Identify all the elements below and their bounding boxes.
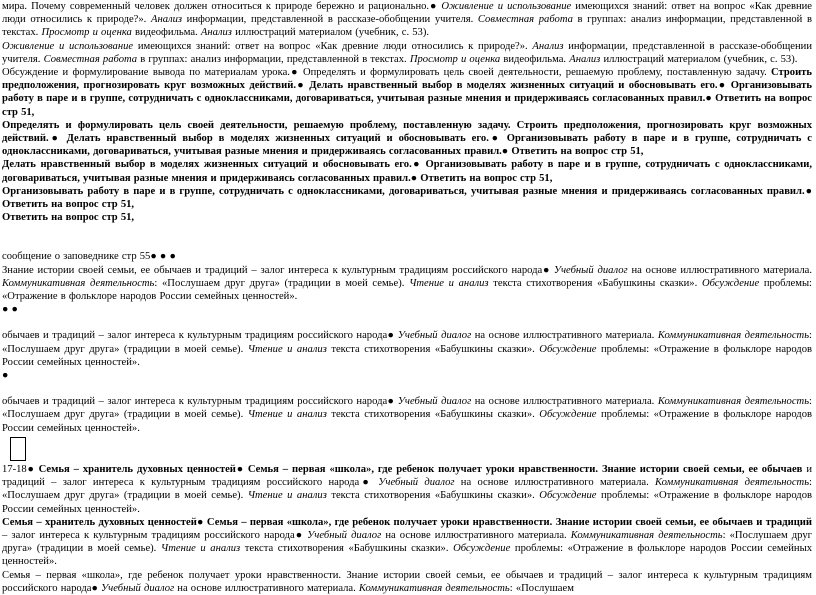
italic-term: Коммуникативная деятельность bbox=[2, 277, 155, 289]
text: обычаев и традиций – залог интереса к культурным традициям российского народа● bbox=[2, 330, 398, 342]
text: Семья – первая «школа», где ребенок получает уроки нравственности. Знание истории своей семьи, ее обычаев и традиций – залог интереса к культурным традициям российского народа● bbox=[2, 569, 812, 594]
spacer bbox=[2, 382, 812, 395]
italic-term: Коммуникативная деятельность bbox=[570, 529, 723, 541]
italic-term: Обсуждение bbox=[539, 343, 597, 355]
italic-term: Совместная работа bbox=[477, 14, 573, 26]
italic-term: Обсуждение bbox=[539, 490, 597, 502]
empty-frame bbox=[10, 437, 26, 461]
text: на основе иллюстративного материала. bbox=[454, 477, 656, 489]
text: текста стихотворения «Бабушкины сказки». bbox=[326, 343, 540, 355]
text: мира. Почему современный человек должен относиться к природе бережно и рационально.● bbox=[2, 1, 442, 12]
text: иллюстраций материалом (учебник, с. 53). bbox=[600, 53, 798, 65]
paragraph-11 bbox=[2, 329, 812, 369]
italic-term: Чтение и анализ bbox=[160, 543, 241, 555]
italic-term: Оживление и использование bbox=[2, 40, 134, 52]
italic-term: Просмотр и оценка bbox=[41, 27, 132, 39]
text: проблемы: «Отражение в фольклоре народов России семейных ценностей». bbox=[2, 543, 813, 568]
text: на основе иллюстративного материала. bbox=[471, 396, 658, 408]
text: и традиций – залог интереса к культурным традициям российского народа● bbox=[2, 463, 812, 489]
paragraph-10: ● ● bbox=[2, 304, 18, 316]
italic-term: Коммуникативная деятельность bbox=[657, 330, 810, 342]
text: на основе иллюстративного материала. bbox=[174, 582, 359, 594]
text: текста стихотворения «Бабушкины сказки». bbox=[326, 490, 540, 502]
text: информации, представленной в рассказе-обобщении учителя. bbox=[182, 14, 478, 26]
text: : «Послушаем друг друга» (традиции в моей семье). bbox=[154, 277, 410, 289]
bold-text: Строить предположения, прогнозировать круг возможных действий.● Делать нравственный выбор в моделях жизненных ситуаций и обосновывать его.● Организовывать работу в паре и в группе, сотрудничать с одноклассниками, договариваться, учитывая разные мнения и придерживаясь согласованных правил.● Ответить на вопрос стр 51, bbox=[2, 67, 812, 118]
italic-term: Обсуждение bbox=[453, 543, 511, 555]
paragraph-7: Ответить на вопрос стр 51, bbox=[2, 212, 135, 224]
text: : «Послушаем друг друга» (традиции в моей семье). bbox=[2, 330, 812, 355]
italic-term: Анализ bbox=[150, 14, 183, 26]
text: проблемы: «Отражение в фольклоре народов России семейных ценностей». bbox=[2, 277, 813, 303]
text: текста стихотворения «Бабушкины сказки». bbox=[488, 277, 702, 289]
text: видеофильма. bbox=[500, 53, 570, 65]
text: на основе иллюстративного материала. bbox=[627, 264, 812, 276]
italic-term: Совместная работа bbox=[43, 53, 138, 65]
text: : «Послушаем bbox=[509, 582, 574, 594]
text: в группах: анализ информации, представленной в текстах. bbox=[137, 53, 410, 65]
paragraph-6: Организовывать работу в паре и в группе, сотрудничать с одноклассниками, договариваться, учитывая разные мнения и придерживаясь согласованных правил.● Ответить на вопрос стр 51, bbox=[2, 185, 812, 211]
text: Знание истории своей семьи, ее обычаев и традиций – залог интереса к культурным традициям российского народа● bbox=[2, 264, 554, 276]
text: проблемы: «Отражение в фольклоре народов России семейных ценностей». bbox=[2, 343, 812, 368]
text: – залог интереса к культурным традициям российского народа● bbox=[2, 529, 308, 541]
bold-text: ● Семья – хранитель духовных ценностей● Семья – первая «школа», где ребенок получает уроки нравственности. Знание истории своей семьи, ее обычаев bbox=[26, 463, 803, 475]
text: проблемы: «Отражение в фольклоре народов России семейных ценностей». bbox=[2, 409, 812, 434]
italic-term: Учебный диалог bbox=[397, 396, 472, 408]
text: на основе иллюстративного материала. bbox=[471, 330, 658, 342]
text: на основе иллюстративного материала. bbox=[381, 529, 571, 541]
document-body bbox=[2, 0, 812, 595]
bold-text: Семья – хранитель духовных ценностей● Семья – первая «школа», где ребенок получает уроки нравственности. Знание истории своей семьи, ее обычаев и традиций bbox=[2, 516, 812, 528]
italic-term: Учебный диалог bbox=[553, 264, 628, 276]
paragraph-5: Делать нравственный выбор в моделях жизненных ситуаций и обосновывать его.● Организовывать работу в паре и в группе, сотрудничать с одноклассниками, договариваться, учитывая разные мнения и придерживаясь согласованных правил.● Ответить на вопрос стр 51, bbox=[2, 159, 812, 184]
italic-term: Чтение и анализ bbox=[247, 343, 327, 355]
paragraph-12: ● bbox=[2, 370, 9, 382]
paragraph-16 bbox=[2, 569, 812, 595]
italic-term: Коммуникативная деятельность bbox=[655, 477, 810, 489]
paragraph-9 bbox=[2, 264, 812, 304]
spacer bbox=[2, 224, 812, 250]
italic-term: Анализ bbox=[200, 27, 232, 39]
paragraph-8: сообщение о заповеднике стр 55● ● ● bbox=[2, 251, 176, 263]
text: : «Послушаем друг друга» (традиции в моей семье). bbox=[2, 396, 812, 421]
italic-term: Обсуждение bbox=[701, 277, 760, 289]
paragraph-2 bbox=[2, 40, 812, 66]
paragraph-15 bbox=[2, 516, 812, 569]
text: в группах: анализ информации, представленной в текстах. bbox=[2, 14, 812, 39]
text: проблемы: «Отражение в фольклоре народов России семейных ценностей». bbox=[2, 490, 812, 515]
text: имеющихся знаний: ответ на вопрос «Как древние люди относились к природе?». bbox=[133, 40, 533, 52]
spacer bbox=[2, 316, 812, 329]
italic-term: Чтение и анализ bbox=[409, 277, 489, 289]
lesson-number: 17-18 bbox=[2, 463, 27, 475]
italic-term: Просмотр и оценка bbox=[409, 53, 501, 65]
paragraph-3 bbox=[2, 66, 812, 119]
italic-term: Анализ bbox=[532, 40, 564, 52]
italic-term: Чтение и анализ bbox=[247, 490, 327, 502]
italic-term: Коммуникативная деятельность bbox=[657, 396, 810, 408]
paragraph-1 bbox=[2, 0, 812, 40]
italic-term: Коммуникативная деятельность bbox=[358, 582, 510, 594]
italic-term: Учебный диалог bbox=[378, 477, 455, 489]
text: : «Послушаем друг друга» (традиции в моей семье). bbox=[2, 529, 812, 555]
text: : «Послушаем друг друга» (традиции в моей семье). bbox=[2, 477, 812, 502]
italic-term: Оживление и использование bbox=[441, 1, 572, 12]
italic-term: Учебный диалог bbox=[397, 330, 472, 342]
text: обычаев и традиций – залог интереса к культурным традициям российского народа● bbox=[2, 396, 398, 408]
text: иллюстраций материалом (учебник, с. 53). bbox=[231, 27, 430, 39]
text: Обсуждение и формулирование вывода по материалам урока.● Определять и формулировать цель своей деятельности, решаемую проблему, поставленную задачу. bbox=[2, 67, 772, 79]
italic-term: Учебный диалог bbox=[101, 582, 175, 594]
italic-term: Обсуждение bbox=[539, 409, 597, 421]
italic-term: Учебный диалог bbox=[307, 529, 382, 541]
italic-term: Анализ bbox=[569, 53, 601, 65]
italic-term: Чтение и анализ bbox=[247, 409, 327, 421]
text: текста стихотворения «Бабушкины сказки». bbox=[240, 543, 454, 555]
paragraph-13 bbox=[2, 395, 812, 435]
text: видеофильма. bbox=[131, 27, 201, 39]
text: текста стихотворения «Бабушкины сказки». bbox=[326, 409, 540, 421]
text: информации, представленной в рассказе-обобщении учителя. bbox=[2, 40, 812, 65]
text: имеющихся знаний: ответ на вопрос «Как древние люди относились к природе?». bbox=[2, 1, 812, 26]
paragraph-4: Определять и формулировать цель своей деятельности, решаемую проблему, поставленную задачу. Строить предположения, прогнозировать круг возможных действий.● Делать нравственный выбор в моделях жизненных ситуаций и обосновывать его.● Организовывать работу в паре и в группе, сотрудничать с одноклассниками, договариваться, учитывая разные мнения и придерживаясь согласованных правил.● Ответить на вопрос стр 51, bbox=[2, 119, 812, 158]
paragraph-14 bbox=[2, 463, 812, 516]
